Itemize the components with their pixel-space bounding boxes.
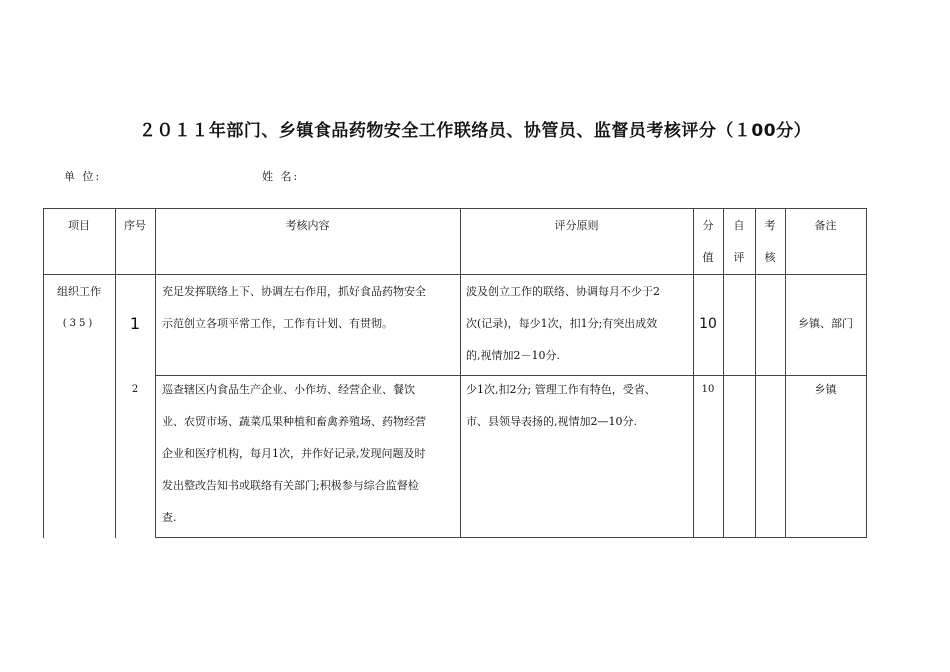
header-score-line1: 分 [702, 219, 714, 232]
row-principle-line: 次(记录)，每少1次，扣1分;有突出成效 [466, 317, 658, 330]
row-seq: 1 [129, 314, 141, 333]
col-border-check [785, 208, 786, 538]
group-name: 组织工作 [57, 285, 101, 298]
col-border-content [460, 208, 461, 538]
col-border-right [866, 208, 867, 538]
row-principle-line: 波及创立工作的联络、协调每月不少于2 [466, 285, 660, 298]
group-points: (35) [62, 318, 96, 329]
col-border-left [43, 208, 44, 538]
row-remarks: 乡镇 [814, 383, 837, 396]
header-principle: 评分原则 [554, 219, 599, 232]
row-seq: 2 [131, 384, 139, 395]
row-content-line: 查. [162, 511, 177, 524]
name-label: 姓 名: [262, 170, 300, 183]
row-content-line: 业、农贸市场、蔬菜瓜果种植和畜禽养殖场、药物经营 [162, 415, 426, 428]
header-score-line2: 值 [702, 251, 714, 264]
row-content-line: 发出整改告知书或联络有关部门;积极参与综合监督检 [162, 479, 419, 492]
header-item: 项目 [68, 219, 90, 232]
row-score: 10 [699, 316, 717, 332]
row2-bottom-border [155, 537, 867, 538]
header-seq: 序号 [124, 219, 146, 232]
header-remarks: 备注 [814, 219, 837, 232]
col-border-seq [155, 208, 156, 538]
header-check-line2: 核 [764, 251, 776, 264]
row-score: 10 [701, 384, 715, 395]
header-content: 考核内容 [285, 219, 330, 232]
row-content-line: 示范创立各项平常工作，工作有计划、有贯彻。 [162, 317, 393, 330]
unit-label: 单 位: [64, 170, 102, 183]
col-border-item [115, 208, 116, 538]
header-check-line1: 考 [764, 219, 776, 232]
table-top-border [43, 208, 867, 209]
document-title: ２０１１年部门、乡镇食品药物安全工作联络员、协管员、监督员考核评分（１00分） [138, 121, 812, 141]
row-principle-line: 市、县领导表扬的,视情加2—10分. [466, 415, 637, 428]
row-content-line: 巡查辖区内食品生产企业、小作坊、经营企业、餐饮 [162, 383, 415, 396]
row-principle-line: 少1次,扣2分; 管理工作有特色，受省、 [466, 383, 656, 396]
row-content-line: 充足发挥联络上下、协调左右作用，抓好食品药物安全 [162, 285, 426, 298]
header-self-line2: 评 [733, 251, 745, 264]
row-content-line: 企业和医疗机构，每月1次，并作好记录,发现问题及时 [162, 447, 426, 460]
header-bottom-border [43, 274, 867, 275]
row-principle-line: 的,视情加2－10分. [466, 349, 560, 362]
row-remarks: 乡镇、部门 [798, 317, 853, 330]
header-self-line1: 自 [733, 219, 745, 232]
